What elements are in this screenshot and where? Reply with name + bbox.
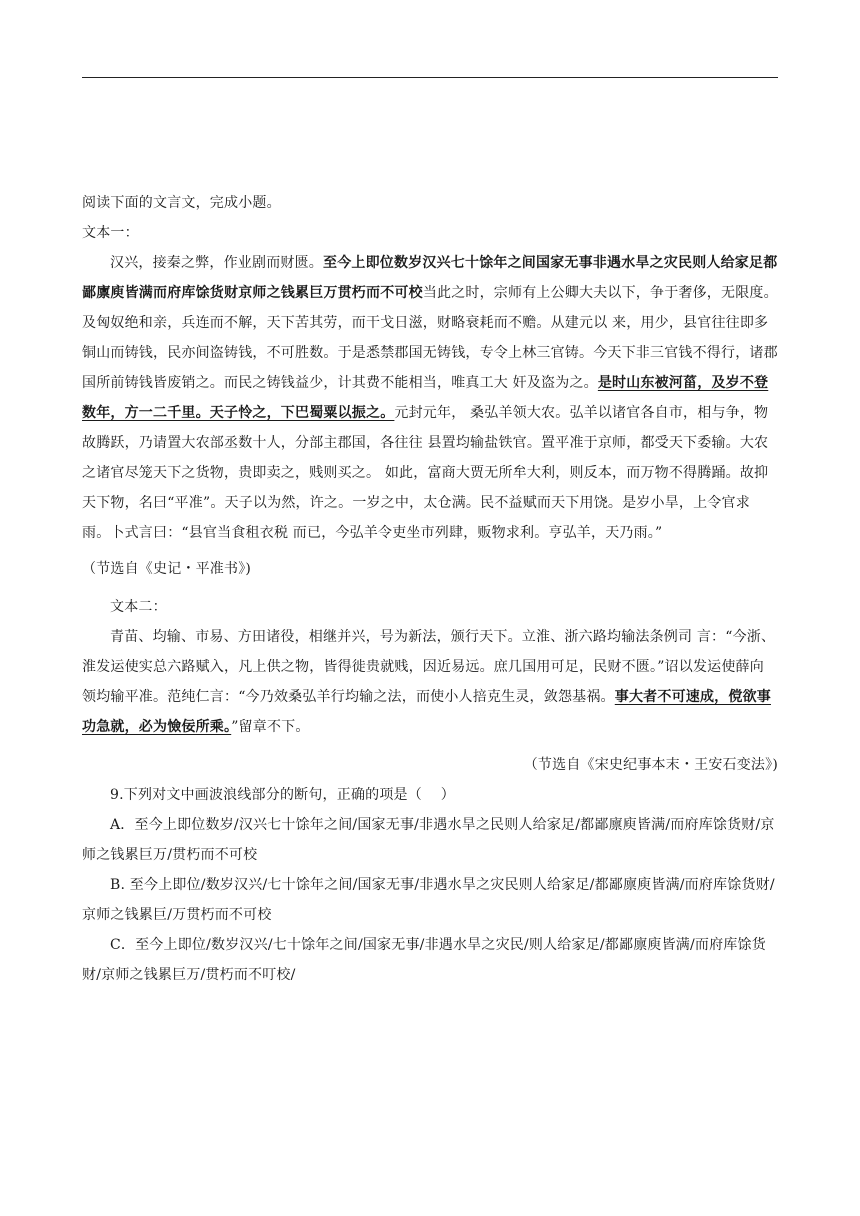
text2-passage — [82, 622, 778, 742]
text2-heading: 文本二： — [110, 599, 167, 615]
text2-plain-2: ”留章不下。 — [231, 719, 310, 735]
text1-passage — [82, 248, 778, 548]
instruction: 阅读下面的文言文，完成小题。 — [82, 195, 281, 211]
option-a: A．至今上即位数岁/汉兴七十馀年之间/国家无事/非遇水旱之民则人给家足/都鄙廪庾皆满/而府库馀货财/京师之钱累巨万/贯朽而不可校 — [82, 817, 775, 863]
text2-source: （节选自《宋史纪事本末・王安石变法》) — [523, 757, 778, 773]
text1-source: （节选自《史记・平准书》) — [82, 561, 252, 577]
text2-plain-1: 青苗、均输、市易、方田诸役，相继并兴，号为新法，颁行天下。立淮、浙六路均输法条例司 言：“今浙、淮发运使实总六路赋入，凡上供之物，皆得徙贵就贱，因近易远。庶几国用可足，民财不匮。”诏以发运使薛向领均输平准。范纯仁言：“今乃效桑弘羊行均输之法，而使小人掊克生灵，敛怨基祸。 — [82, 629, 776, 705]
question-stem: 9.下列对文中画波浪线部分的断句，正确的项是（ ） — [110, 787, 456, 803]
text1-plain-2: 当此之时，宗师有上公卿大夫以下，争于奢侈，无限度。及匈奴绝和亲，兵连而不解，天下苦其劳，而干戈日滋，财略衰耗而不赡。从建元以 来，用少，县官往往即多铜山而铸钱，民亦间盗铸钱，不可胜数。于是悉禁郡国无铸钱，专令上林三官铸。今天下非三官钱不得行，诸郡国所前铸钱皆废销之。而民之铸钱益少，计其费不能相当，唯真工大 奸及盗为之。 — [82, 285, 778, 391]
text1-plain-3: 元封元年， 桑弘羊领大农。弘羊以诸官各自市，相与争，物故腾跃，乃请置大农部丞数十人，分部主郡国，各往往 县置均输盐铁官。置平准于京师，都受天下委输。大农之诸官尽笼天下之货物，贵即卖之，贱则买之。 如此，富商大贾无所牟大利，则反本，而万物不得腾踊。故抑天下物，名曰“平准”。天子以为然，许之。一岁之中，太仓满。民不益赋而天下用饶。是岁小旱，上令官求雨。卜式言曰：“县官当食租衣税 而已，今弘羊令吏坐市列肆，贩物求利。亨弘羊，天乃雨。” — [82, 405, 769, 541]
underlined-sentence-1: 是时山东被河菑，及岁不登数年，方一二千里。天子怜之，下巴蜀粟以振之。 — [82, 375, 769, 421]
text1-plain-1: 汉兴，接秦之弊，作业剧而财匮。 — [110, 255, 323, 271]
option-c: C．至今上即位/数岁汉兴/七十馀年之间/国家无事/非遇水旱之灾民/则人给家足/都鄙廪庾皆满/而府库馀货财/京师之钱累巨万/贯朽而不叮校/ — [82, 937, 766, 983]
document-body — [82, 188, 778, 990]
header-rule — [82, 77, 778, 78]
option-b: B. 至今上即位/数岁汉兴/七十馀年之间/国家无事/非遇水旱之灾民则人给家足/都鄙廪庾皆满/而府库馀货财/京师之钱累巨/万贯朽而不可校 — [82, 877, 775, 923]
underlined-sentence-2: 事大者不可速成，傥欲事功急就，必为憸佞所乘。 — [82, 689, 771, 735]
text1-heading: 文本一： — [82, 225, 139, 241]
wavy-line-passage: 至今上即位数岁汉兴七十馀年之间国家无事非遇水旱之灾民则人给家足都鄙廪庾皆满而府库馀货财京师之钱累巨万贯朽而不可校 — [82, 255, 778, 301]
